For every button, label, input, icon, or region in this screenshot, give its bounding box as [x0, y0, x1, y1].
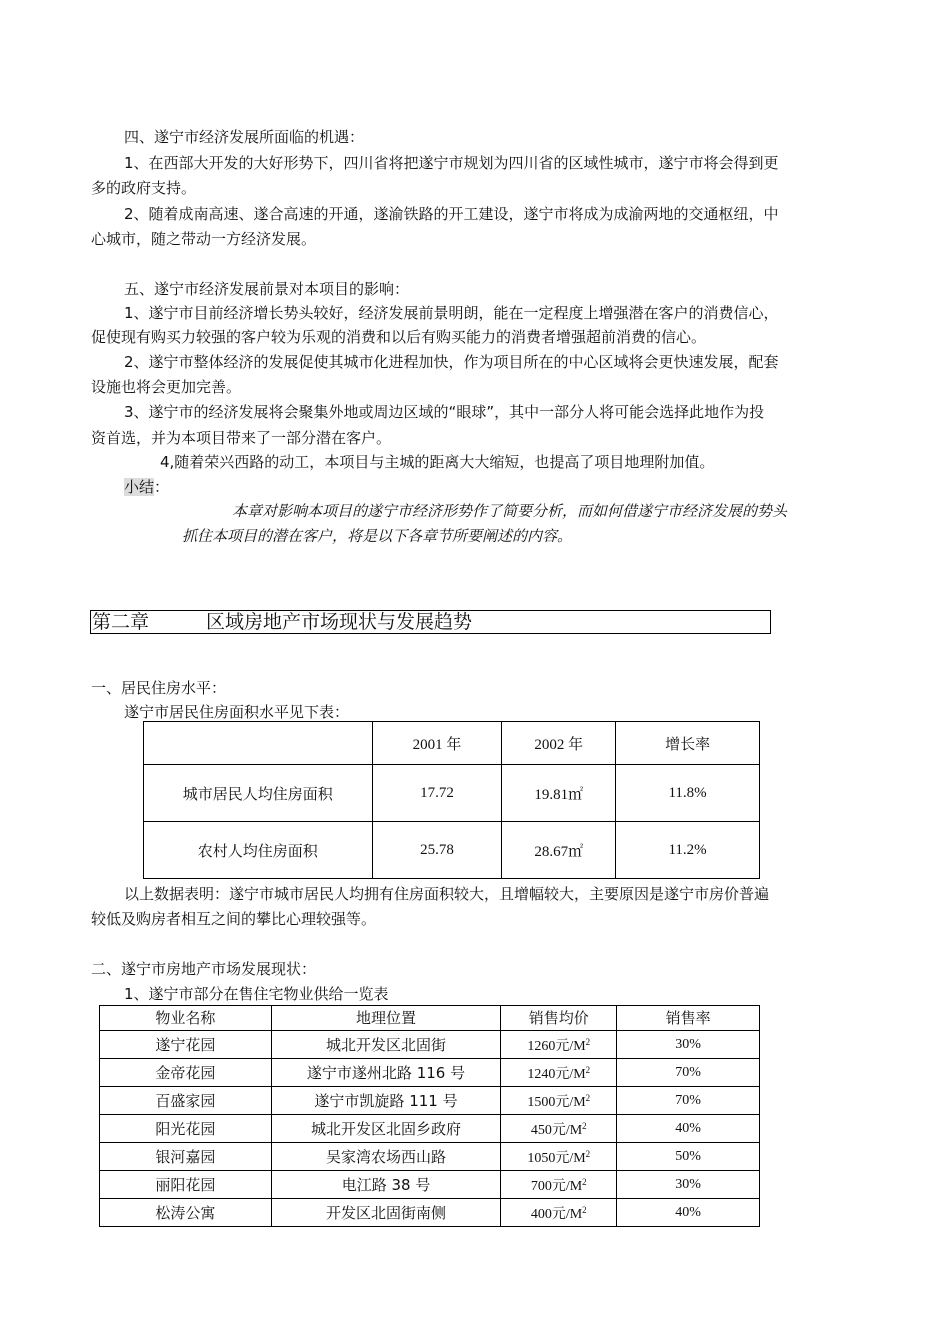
property-name: 丽阳花园 — [100, 1171, 272, 1199]
property-sales-rate: 40% — [617, 1199, 760, 1227]
market-title: 二、遂宁市房地产市场发展现状： — [91, 960, 317, 978]
chapter-number: 第二章 — [92, 611, 150, 633]
price-unit: 元/M — [555, 1151, 586, 1166]
property-price — [501, 1143, 617, 1171]
price-unit-exponent: 2 — [585, 1037, 591, 1047]
property-name: 百盛家园 — [100, 1087, 272, 1115]
housing-table-header — [144, 722, 760, 765]
header-location: 地理位置 — [271, 1006, 501, 1031]
property-location: 遂宁市凯旋路 111 号 — [271, 1087, 501, 1115]
property-sales-rate: 70% — [617, 1059, 760, 1087]
section-5-title: 五、遂宁市经济发展前景对本项目的影响： — [124, 280, 410, 298]
housing-header-growth: 增长率 — [616, 722, 760, 765]
price-unit: 元/M — [551, 1123, 583, 1138]
housing-note-line-1: 以上数据表明：遂宁市城市居民人均拥有住房面积较大，且增幅较大，主要原因是遂宁市房价普遍 — [124, 885, 770, 903]
summary-line-1: 本章对影响本项目的遂宁市经济形势作了简要分析，而如何借遂宁市经济发展的势头 — [232, 502, 788, 520]
summary-label: 小结 — [124, 478, 155, 496]
property-sales-rate: 30% — [617, 1031, 760, 1059]
section-4-para-2-line-1: 2、随着成南高速、遂合高速的开通，遂渝铁路的开工建设，遂宁市将成为成渝两地的交通枢纽，中 — [124, 205, 779, 223]
section-5-para-1-line-2: 促使现有购买力较强的客户较为乐观的消费和以后有购买能力的消费者增强超前消费的信心。 — [91, 328, 707, 346]
property-sales-rate: 30% — [617, 1171, 760, 1199]
header-property-name: 物业名称 — [100, 1006, 272, 1031]
table-row — [100, 1087, 760, 1115]
price-unit-exponent: 2 — [585, 1093, 591, 1103]
price-unit-exponent: 2 — [582, 1205, 587, 1215]
housing-row-label: 农村人均住房面积 — [144, 822, 373, 879]
price-value: 400 — [530, 1207, 552, 1222]
property-price — [501, 1115, 617, 1143]
header-avg-price: 销售均价 — [501, 1006, 617, 1031]
section-5-para-1-line-1: 1、遂宁市目前经济增长势头较好，经济发展前景明朗，能在一定程度上增强潜在客户的消费信心， — [124, 304, 779, 322]
table-row — [100, 1059, 760, 1087]
property-location: 城北开发区北固街 — [271, 1031, 501, 1059]
property-sales-rate: 70% — [617, 1087, 760, 1115]
summary-heading — [124, 477, 169, 497]
price-value: 700 — [530, 1179, 552, 1194]
price-unit-exponent: 2 — [582, 1177, 587, 1187]
property-table — [99, 1005, 760, 1227]
property-name: 遂宁花园 — [100, 1031, 272, 1059]
property-location: 遂宁市遂州北路 116 号 — [271, 1059, 501, 1087]
price-unit: 元/M — [551, 1207, 583, 1222]
table-row — [100, 1143, 760, 1171]
housing-row-2001: 25.78 — [372, 822, 502, 879]
housing-row-growth: 11.8% — [616, 765, 760, 822]
price-value: 450 — [530, 1123, 552, 1138]
section-4-para-1-line-2: 多的政府支持。 — [91, 179, 197, 197]
property-price — [501, 1171, 617, 1199]
price-unit: 元/M — [551, 1179, 583, 1194]
market-subtitle: 1、遂宁市部分在售住宅物业供给一览表 — [124, 985, 389, 1003]
property-price — [501, 1059, 617, 1087]
price-unit: 元/M — [555, 1067, 586, 1082]
property-location: 开发区北固街南侧 — [271, 1199, 501, 1227]
housing-header-2002: 2002 年 — [502, 722, 616, 765]
price-unit-exponent: 2 — [582, 1121, 587, 1131]
housing-row-label: 城市居民人均住房面积 — [144, 765, 373, 822]
price-value: 1260 — [527, 1039, 556, 1054]
property-price — [501, 1199, 617, 1227]
table-row — [100, 1115, 760, 1143]
section-5-para-2-line-2: 设施也将会更加完善。 — [91, 378, 242, 396]
table-row — [100, 1171, 760, 1199]
housing-row-2001: 17.72 — [372, 765, 502, 822]
section-4-para-1-line-1: 1、在西部大开发的大好形势下，四川省将把遂宁市规划为四川省的区域性城市，遂宁市将会得到更 — [124, 154, 779, 172]
section-5-para-2-line-1: 2、遂宁市整体经济的发展促使其城市化进程加快，作为项目所在的中心区域将会更快速发展，配套 — [124, 353, 779, 371]
property-price — [501, 1031, 617, 1059]
chapter-title: 区域房地产市场现状与发展趋势 — [206, 611, 473, 633]
section-5-para-3-line-1: 3、遂宁市的经济发展将会聚集外地或周边区域的“眼球”，其中一部分人将可能会选择此地作为投 — [124, 403, 765, 421]
table-row — [100, 1199, 760, 1227]
housing-row-2002: 19.81㎡ — [502, 765, 616, 822]
property-sales-rate: 50% — [617, 1143, 760, 1171]
housing-table — [143, 721, 760, 879]
housing-intro: 遂宁市居民住房面积水平见下表： — [124, 703, 350, 721]
section-5-para-3-line-2: 资首选，并为本项目带来了一部分潜在客户。 — [91, 429, 392, 447]
property-location: 电江路 38 号 — [271, 1171, 501, 1199]
property-price — [501, 1087, 617, 1115]
property-sales-rate: 40% — [617, 1115, 760, 1143]
table-row — [144, 822, 760, 879]
property-location: 城北开发区北固乡政府 — [271, 1115, 501, 1143]
housing-header-2001: 2001 年 — [372, 722, 502, 765]
housing-row-growth: 11.2% — [616, 822, 760, 879]
property-name: 银河嘉园 — [100, 1143, 272, 1171]
property-table-body — [100, 1031, 760, 1227]
table-row — [144, 765, 760, 822]
property-name: 松涛公寓 — [100, 1199, 272, 1227]
header-sales-rate: 销售率 — [617, 1006, 760, 1031]
housing-note-line-2: 较低及购房者相互之间的攀比心理较强等。 — [91, 910, 377, 928]
property-name: 金帝花园 — [100, 1059, 272, 1087]
price-unit-exponent: 2 — [585, 1065, 591, 1075]
section-5-para-4: 4,随着荣兴西路的动工，本项目与主城的距离大大缩短，也提高了项目地理附加值。 — [160, 453, 715, 471]
price-value: 1500 — [527, 1095, 556, 1110]
table-row — [100, 1031, 760, 1059]
housing-row-2002: 28.67㎡ — [502, 822, 616, 879]
price-value: 1050 — [527, 1151, 556, 1166]
property-table-header — [100, 1006, 760, 1031]
price-unit: 元/M — [555, 1095, 586, 1110]
section-4-para-2-line-2: 心城市，随之带动一方经济发展。 — [91, 230, 317, 248]
section-4-title: 四、遂宁市经济发展所面临的机遇： — [124, 128, 365, 146]
property-location: 吴家湾农场西山路 — [271, 1143, 501, 1171]
chapter-heading — [90, 610, 771, 634]
price-unit: 元/M — [555, 1039, 586, 1054]
housing-title: 一、居民住房水平： — [91, 679, 227, 697]
price-unit-exponent: 2 — [585, 1149, 591, 1159]
summary-line-2: 抓住本项目的潜在客户，将是以下各章节所要阐述的内容。 — [182, 527, 573, 545]
housing-header-blank — [144, 722, 373, 765]
property-name: 阳光花园 — [100, 1115, 272, 1143]
price-value: 1240 — [527, 1067, 556, 1082]
summary-colon: ： — [154, 478, 170, 496]
